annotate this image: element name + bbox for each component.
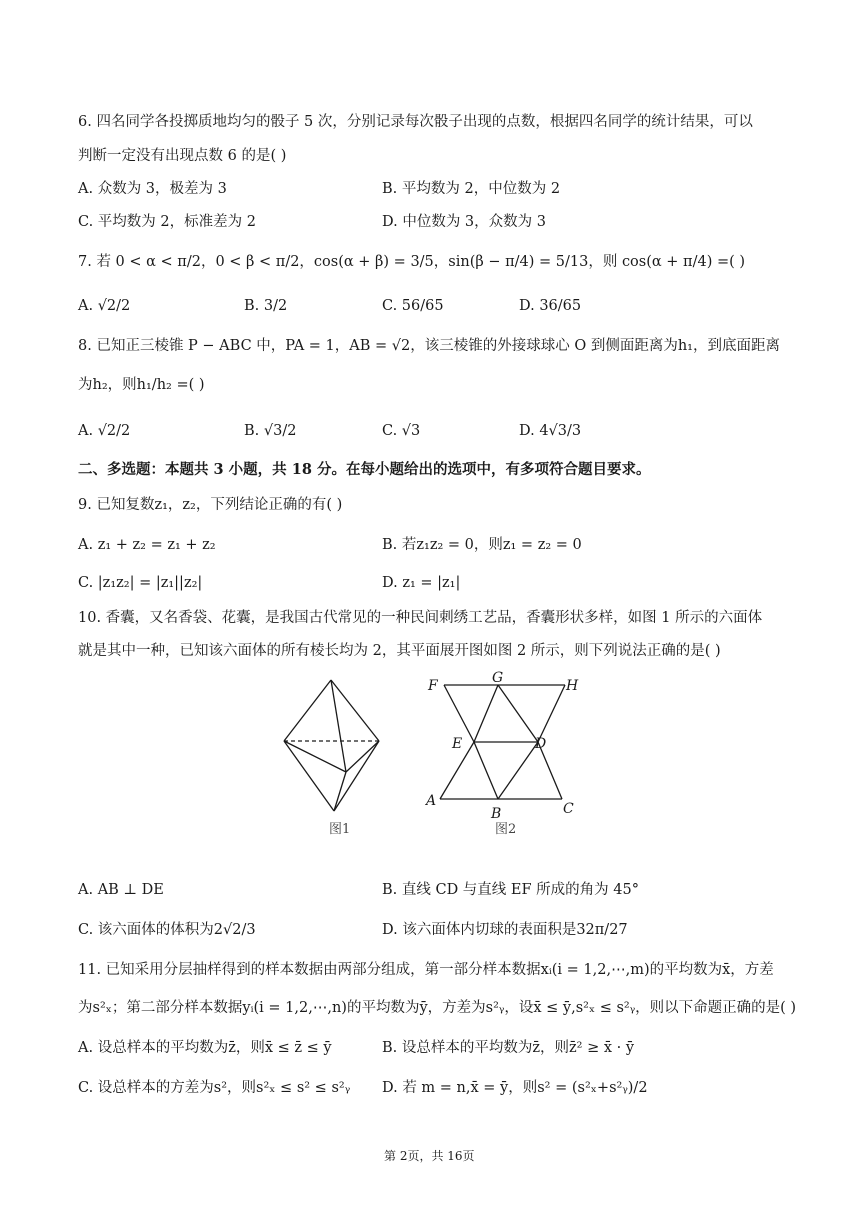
fig2-label-h: H (566, 678, 579, 694)
q8-option-b: B. √3/2 (244, 423, 297, 439)
q6-option-d: D. 中位数为 3，众数为 3 (382, 214, 546, 230)
q6-option-a: A. 众数为 3，极差为 3 (78, 181, 227, 197)
q8-stem-line2: 为h₂，则h₁/h₂ =( ) (78, 377, 205, 393)
fig2-label-a: A (426, 793, 437, 809)
fig2-label-g: G (492, 670, 504, 686)
q8-option-a: A. √2/2 (78, 423, 131, 439)
fig2-label-f: F (428, 678, 438, 694)
q7-option-d: D. 36/65 (519, 298, 582, 314)
figure-2-net (420, 668, 590, 823)
q9-stem: 9. 已知复数z₁，z₂，下列结论正确的有( ) (78, 497, 343, 513)
fig2-label-c: C (563, 801, 574, 817)
q8-option-d: D. 4√3/3 (519, 423, 582, 439)
q11-option-b: B. 设总样本的平均数为z̄，则z̄² ≥ x̄ · ȳ (382, 1040, 635, 1056)
q9-option-d: D. z₁ = |z₁| (382, 575, 461, 591)
fig2-label-b: B (491, 806, 502, 822)
figure-2-caption: 图2 (495, 822, 517, 837)
q8-option-c: C. √3 (382, 423, 421, 439)
q10-option-d: D. 该六面体内切球的表面积是32π/27 (382, 922, 628, 938)
q9-option-b: B. 若z₁z₂ = 0，则z₁ = z₂ = 0 (382, 537, 582, 553)
q9-option-c: C. |z₁z₂| = |z₁||z₂| (78, 575, 203, 591)
q7-option-b: B. 3/2 (244, 298, 288, 314)
q10-stem-line2: 就是其中一种，已知该六面体的所有棱长均为 2，其平面展开图如图 2 所示，则下列说法正确的是( ) (78, 643, 721, 659)
fig2-label-e: E (452, 736, 463, 752)
q6-stem-line1: 6. 四名同学各投掷质地均匀的骰子 5 次，分别记录每次骰子出现的点数，根据四名同学的统计结果，可以 (78, 114, 753, 130)
q8-stem-line1: 8. 已知正三棱锥 P − ABC 中，PA = 1，AB = √2，该三棱锥的外接球球心 O 到侧面距离为h₁，到底面距离 (78, 338, 780, 354)
section-heading-multiple-choice: 二、多选题：本题共 3 小题，共 18 分。在每小题给出的选项中，有多项符合题目要求。 (78, 461, 651, 478)
q11-option-a: A. 设总样本的平均数为z̄，则x̄ ≤ z̄ ≤ ȳ (78, 1040, 332, 1056)
fig2-label-d: D (535, 736, 547, 752)
figure-1-caption: 图1 (329, 822, 351, 837)
q10-option-b: B. 直线 CD 与直线 EF 所成的角为 45° (382, 882, 639, 898)
q7-option-c: C. 56/65 (382, 298, 444, 314)
q10-option-c: C. 该六面体的体积为2√2/3 (78, 922, 256, 938)
q10-option-a: A. AB ⊥ DE (78, 882, 164, 898)
q7-stem: 7. 若 0 < α < π/2，0 < β < π/2，cos(α + β) = 3/5，sin(β − π/4) = 5/13，则 cos(α + π/4) =( ) (78, 254, 746, 270)
q6-stem-line2: 判断一定没有出现点数 6 的是( ) (78, 148, 287, 164)
q10-stem-line1: 10. 香囊，又名香袋、花囊，是我国古代常见的一种民间刺绣工艺品，香囊形状多样，如图 1 所示的六面体 (78, 610, 763, 626)
q11-stem-line1: 11. 已知采用分层抽样得到的样本数据由两部分组成，第一部分样本数据xᵢ(i = 1,2,⋯,m)的平均数为x̄，方差 (78, 962, 774, 978)
page-footer: 第 2页，共 16页 (384, 1149, 475, 1163)
q11-stem-line2: 为s²ₓ；第二部分样本数据yᵢ(i = 1,2,⋯,n)的平均数为ȳ，方差为s²ᵧ，设x̄ ≤ ȳ,s²ₓ ≤ s²ᵧ，则以下命题正确的是( ) (78, 1000, 797, 1016)
q11-option-d: D. 若 m = n,x̄ = ȳ，则s² = (s²ₓ+s²ᵧ)/2 (382, 1080, 648, 1096)
q9-option-a: A. z₁ + z₂ = z₁ + z₂ (78, 537, 216, 553)
q6-option-b: B. 平均数为 2，中位数为 2 (382, 181, 561, 197)
q11-option-c: C. 设总样本的方差为s²，则s²ₓ ≤ s² ≤ s²ᵧ (78, 1080, 351, 1096)
q7-option-a: A. √2/2 (78, 298, 131, 314)
q6-option-c: C. 平均数为 2，标准差为 2 (78, 214, 256, 230)
